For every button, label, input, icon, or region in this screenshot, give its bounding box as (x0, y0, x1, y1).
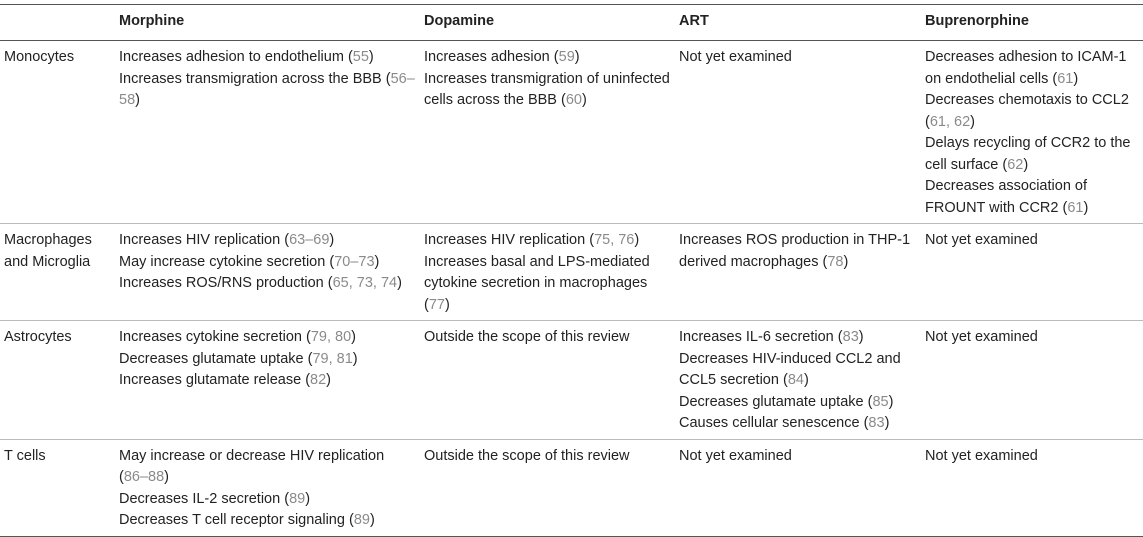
row-label: Astrocytes (4, 329, 72, 345)
row-label: Monocytes (4, 49, 75, 65)
entry-text: Not yet examined (925, 447, 1038, 464)
reference-link[interactable]: 78 (827, 253, 844, 270)
entry-text: Not yet examined (925, 329, 1038, 345)
cell-entry: Increases ROS/RNS production (65, 73, 74) (119, 275, 402, 291)
cell-entry (925, 230, 1139, 252)
entry-text: Increases basal and LPS-mediated cytokine secretion in macrophages (424, 253, 650, 291)
reference-link[interactable]: 79, 81 (312, 350, 353, 367)
cell-entry: Decreases association of FROUNT with CCR2 (61) (925, 178, 1089, 216)
cell-entry: Increases HIV replication (63–69) (119, 232, 335, 248)
table-cell (675, 224, 921, 321)
table-row (0, 439, 1143, 536)
column-header-dopamine: Dopamine (424, 13, 495, 29)
entry-text: Increases HIV replication (119, 232, 285, 248)
cell-entry: Increases transmigration of uninfected cells across the BBB (60) (424, 70, 670, 108)
reference-link[interactable]: 83 (868, 415, 885, 431)
reference-link[interactable]: 62 (1007, 156, 1024, 173)
reference-link[interactable]: 61 (1067, 199, 1084, 216)
cell-entry: May increase or decrease HIV replication (86–88) (119, 447, 385, 485)
cell-entry: Causes cellular senescence (83) (679, 415, 890, 431)
effects-table (0, 4, 1143, 537)
table-cell (115, 224, 420, 321)
header-row (0, 5, 1143, 41)
table-cell (420, 439, 675, 536)
table-cell (115, 321, 420, 440)
entry-text: Outside the scope of this review (424, 329, 630, 345)
table-cell (921, 224, 1143, 321)
table-cell (115, 439, 420, 536)
column-header-morphine: Morphine (119, 13, 185, 29)
cell-entry (424, 327, 671, 349)
cell-entry: Decreases glutamate uptake (85) (679, 393, 894, 410)
table-cell (675, 41, 921, 224)
entry-text: Increases cytokine secretion (119, 329, 306, 345)
entry-text: May increase cytokine secretion (119, 253, 330, 270)
cell-entry: Increases glutamate release (82) (119, 372, 332, 388)
table-cell (921, 439, 1143, 536)
reference-link[interactable]: 75, 76 (594, 232, 635, 248)
entry-text: Increases glutamate release (119, 372, 306, 388)
column-header-art: ART (679, 13, 709, 29)
cell-entry: Increases HIV replication (75, 76) (424, 232, 640, 248)
cell-entry: Decreases chemotaxis to CCL2 (61, 62) (925, 92, 1129, 130)
entry-text: Increases ROS production in THP-1 derived macrophages (679, 232, 911, 270)
entry-text: Increases ROS/RNS production (119, 275, 328, 291)
entry-text: Not yet examined (679, 49, 792, 65)
entry-text: Decreases adhesion to ICAM-1 on endothelial cells (925, 49, 1127, 87)
reference-link[interactable]: 83 (842, 329, 859, 345)
cell-entry: Increases transmigration across the BBB (56–58) (119, 70, 415, 108)
cell-entry: Decreases adhesion to ICAM-1 on endothelial cells (61) (925, 49, 1127, 87)
entry-text: Decreases T cell receptor signaling (119, 512, 349, 528)
reference-link[interactable]: 61 (1057, 70, 1074, 87)
entry-text: Delays recycling of CCR2 to the cell surface (925, 135, 1131, 173)
table-cell (921, 41, 1143, 224)
reference-link[interactable]: 61, 62 (929, 113, 971, 130)
reference-link[interactable]: 56–58 (119, 70, 415, 108)
entry-text: Decreases IL-2 secretion (119, 490, 285, 507)
reference-link[interactable]: 82 (310, 372, 327, 388)
reference-link[interactable]: 89 (353, 512, 370, 528)
reference-link[interactable]: 85 (872, 393, 889, 410)
row-label: Macrophages and Microglia (4, 232, 92, 270)
entry-text: Decreases glutamate uptake (679, 393, 868, 410)
cell-entry: Increases ROS production in THP-1 derived macrophages (78) (679, 232, 911, 270)
reference-link[interactable]: 79, 80 (310, 329, 352, 345)
cell-entry: Increases IL-6 secretion (83) (679, 329, 864, 345)
reference-link[interactable]: 63–69 (289, 232, 330, 248)
entry-text: May increase or decrease HIV replication (119, 447, 385, 464)
table-cell (921, 321, 1143, 440)
entry-text: Increases transmigration across the BBB (119, 70, 386, 87)
table-cell (420, 224, 675, 321)
cell-entry: Increases adhesion (59) (424, 49, 580, 65)
cell-entry (925, 446, 1139, 468)
table-cell (675, 439, 921, 536)
entry-text: Causes cellular senescence (679, 415, 864, 431)
entry-text: Increases IL-6 secretion (679, 329, 838, 345)
cell-entry: Increases basal and LPS-mediated cytokine secretion in macrophages (77) (424, 253, 650, 313)
cell-entry: Increases adhesion to endothelium (55) (119, 49, 374, 65)
cell-entry (679, 47, 917, 69)
entry-text: Increases adhesion to endothelium (119, 49, 348, 65)
cell-entry: Delays recycling of CCR2 to the cell surface (62) (925, 135, 1131, 173)
reference-link[interactable]: 77 (428, 296, 445, 313)
reference-link[interactable]: 60 (565, 92, 582, 108)
entry-text: Increases HIV replication (424, 232, 590, 248)
entry-text: Not yet examined (925, 232, 1038, 248)
cell-entry: Decreases IL-2 secretion (89) (119, 490, 311, 507)
reference-link[interactable]: 86–88 (123, 469, 165, 485)
table-cell (675, 321, 921, 440)
entry-text: Decreases chemotaxis to CCL2 (925, 92, 1129, 108)
column-header (0, 5, 115, 41)
entry-text: Increases transmigration of uninfected cells across the BBB (424, 70, 670, 108)
cell-entry (424, 446, 671, 468)
table-row (0, 41, 1143, 224)
cell-entry: May increase cytokine secretion (70–73) (119, 253, 380, 270)
reference-link[interactable]: 59 (558, 49, 575, 65)
table-cell (420, 321, 675, 440)
table-cell (420, 41, 675, 224)
cell-entry: Increases cytokine secretion (79, 80) (119, 329, 356, 345)
entry-text: Increases adhesion (424, 49, 554, 65)
reference-link[interactable]: 70–73 (334, 253, 375, 270)
cell-entry: Decreases glutamate uptake (79, 81) (119, 350, 358, 367)
entry-text: Not yet examined (679, 447, 792, 464)
table-cell (115, 41, 420, 224)
reference-link[interactable]: 89 (289, 490, 306, 507)
column-header-buprenorphine: Buprenorphine (925, 13, 1029, 29)
cell-entry: Decreases HIV-induced CCL2 and CCL5 secretion (84) (679, 350, 901, 388)
entry-text: Decreases HIV-induced CCL2 and CCL5 secretion (679, 350, 901, 388)
table-row (0, 321, 1143, 440)
reference-link[interactable]: 84 (787, 372, 804, 388)
cell-entry (679, 446, 917, 468)
row-label: T cells (4, 447, 46, 464)
table-row (0, 224, 1143, 321)
cell-entry (925, 327, 1139, 349)
reference-link[interactable]: 65, 73, 74 (332, 275, 398, 291)
entry-text: Decreases association of FROUNT with CCR2 (925, 178, 1087, 216)
cell-entry: Decreases T cell receptor signaling (89) (119, 512, 375, 528)
reference-link[interactable]: 55 (352, 49, 369, 65)
entry-text: Decreases glutamate uptake (119, 350, 308, 367)
entry-text: Outside the scope of this review (424, 447, 630, 464)
